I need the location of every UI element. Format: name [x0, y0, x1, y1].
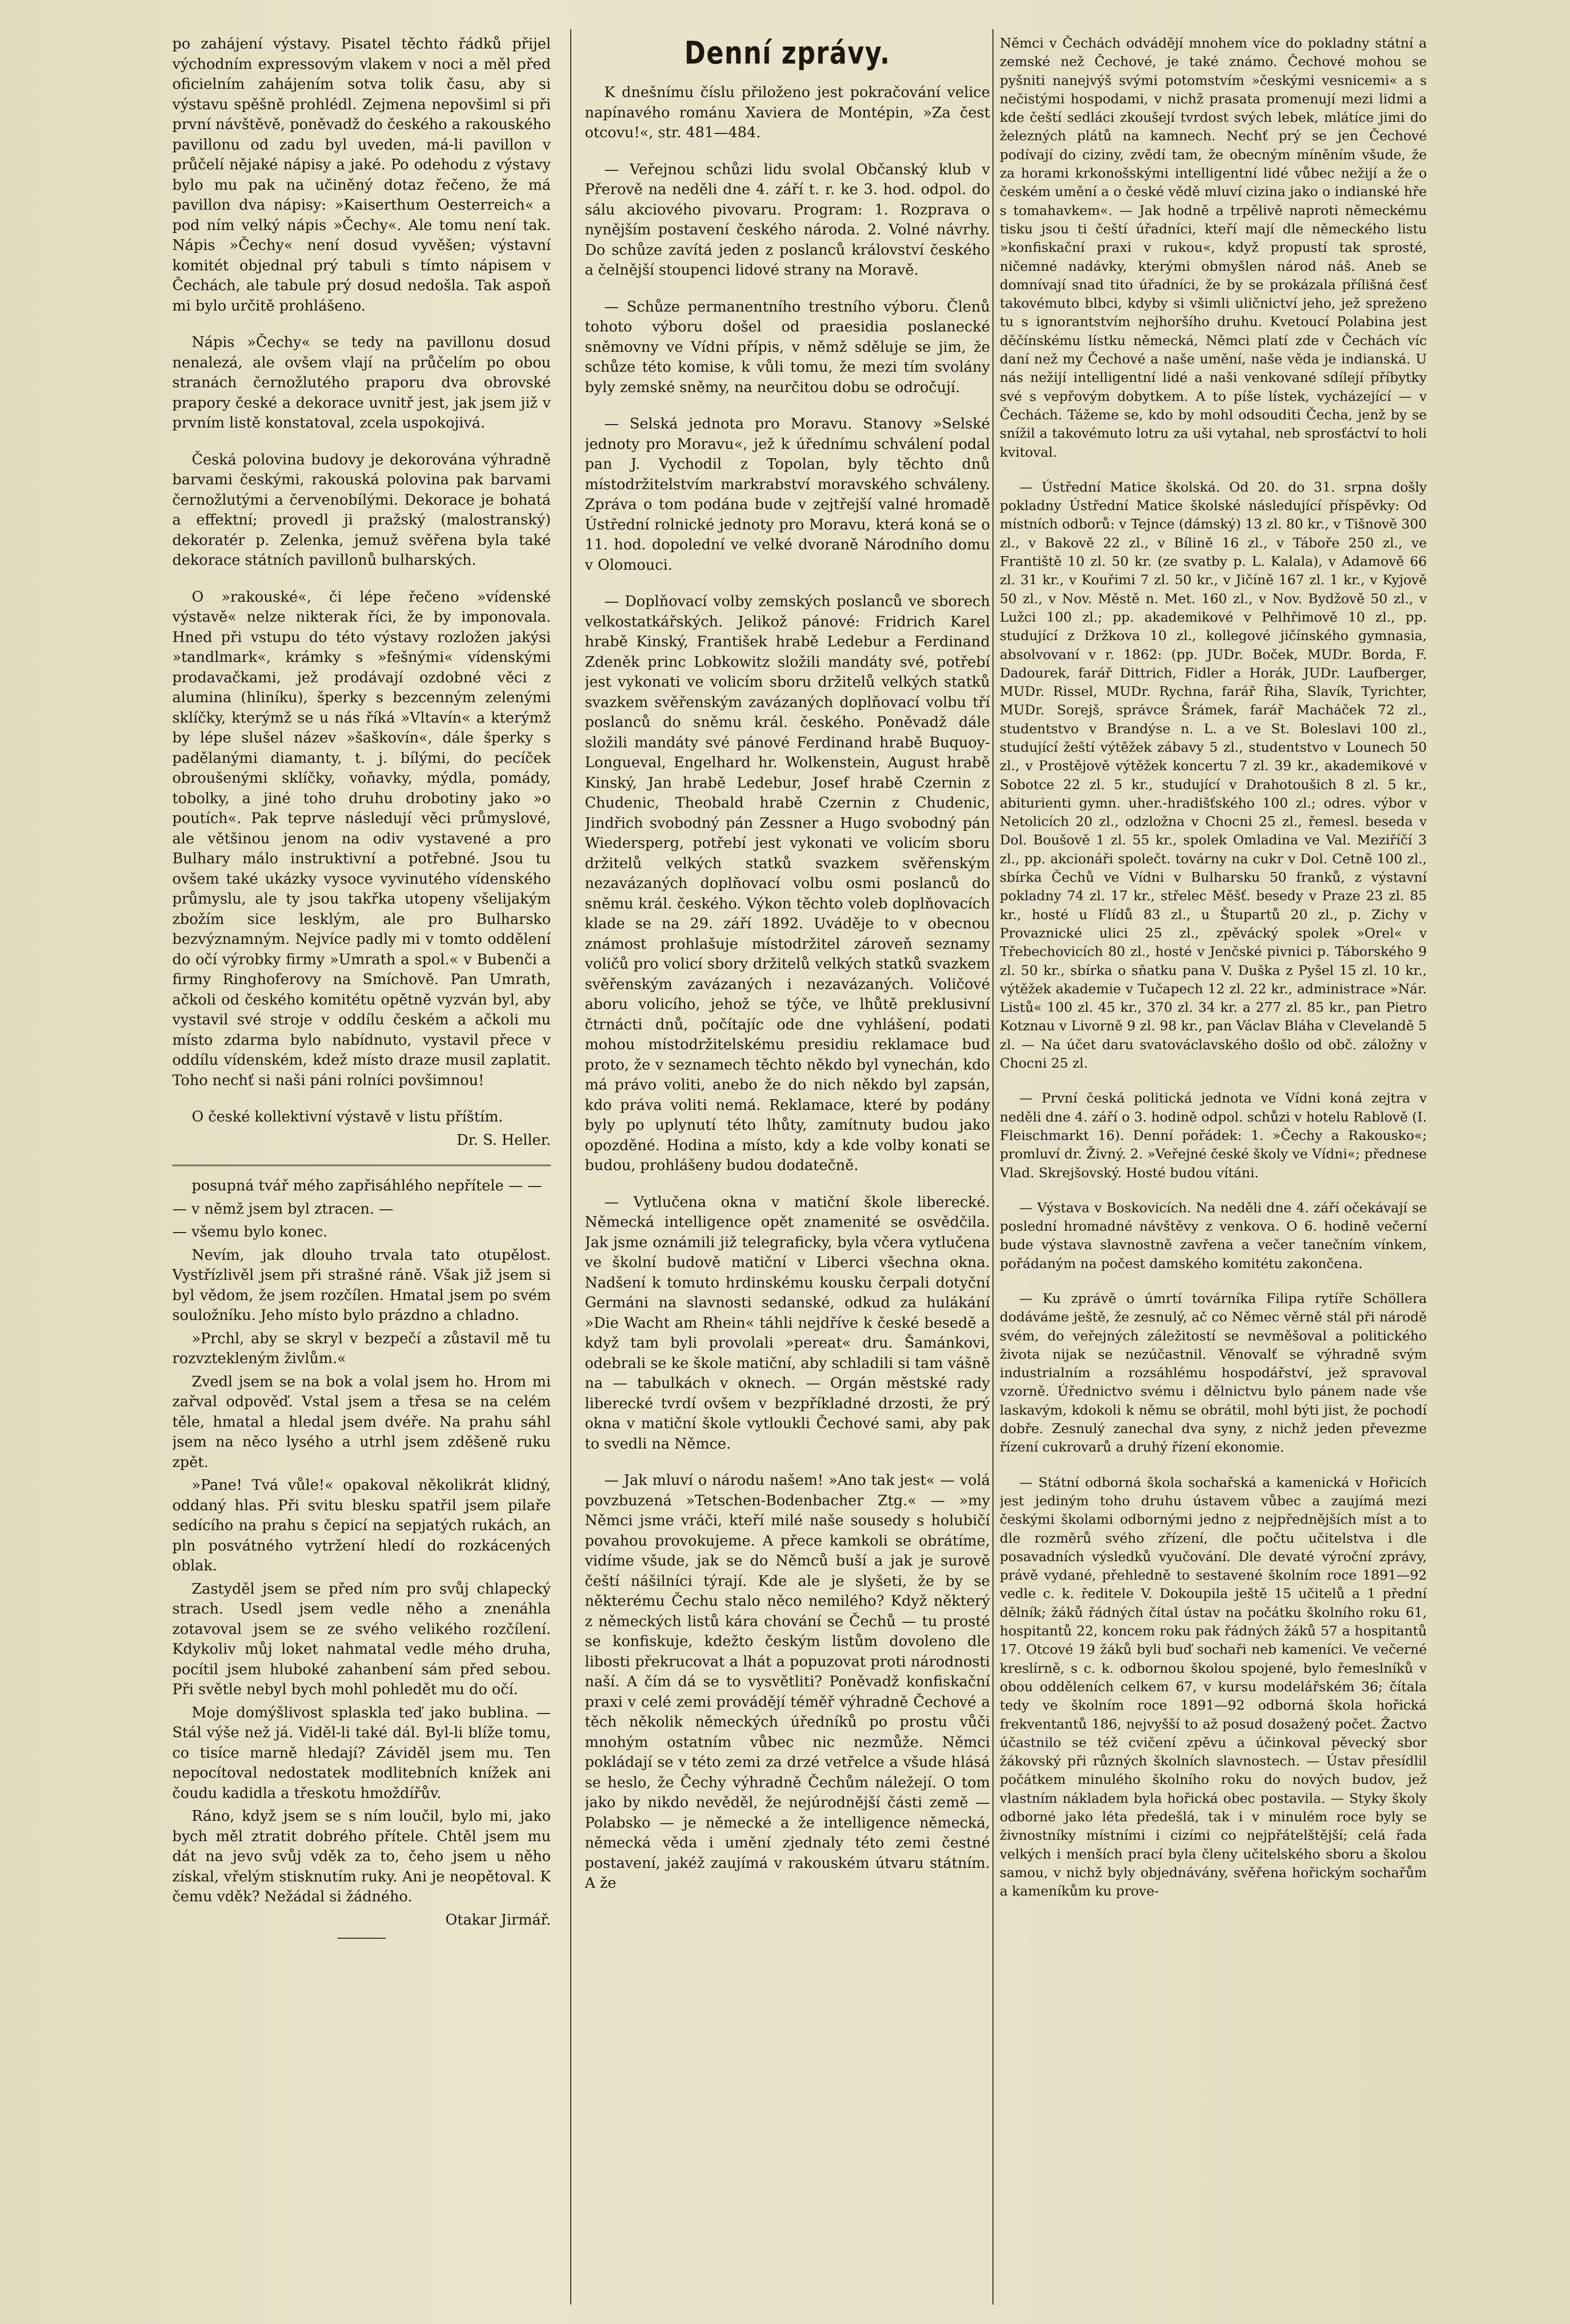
story-paragraph: Nevím, jak dlouho trvala tato otupělost. Vystřízlivěl jsem při strašné ráně. Však již jsem si byl vědom, že jsem rozčílen. Hmatal jsem po svém souložníku. Jeho místo bylo prázdno a chladno.	[172, 1246, 551, 1324]
news-item: — Vytlučena okna v matiční škole liberecké. Německá intelligence opět znamenité se osvědčila. Jak jsme oznámili již telegraficky, byla včera vytlučena ve školní budově matiční v Liberci všechna okna. Nadšení k tomuto hrdinskému kousku čerpali dotyční Germáni na slavnosti sedanské, odkud za hulákání »Die Wacht am Rhein« táhli nejdříve k české besedě a když tam byli provolali »pereat« dru. Šamánkovi, odebrali se ke škole matiční, aby schladili si tam vášně na — tabulkách v oknech. — Orgán městské rady liberecké tvrdí ovšem v bezpříkladné drzosti, že prý okna v matiční škole vytloukli Čechové sami, aby pak to svedli na Němce.	[585, 1193, 990, 1452]
story-paragraph: Zvedl jsem se na bok a volal jsem ho. Hrom mi zařval odpověď. Vstal jsem a třesa se na celém těle, hmatal a hledal jsem dvéře. Na prahu sáhl jsem na něco lysého a utrhl jsem zděšeně ruku zpět.	[172, 1373, 551, 1471]
news-item: Němci v Čechách odvádějí mnohem více do pokladny státní a zemské než Čechové, je také známo. Čechové mohou se pyšniti nanejvýš svými potomstvím »českými vesnicemi« a s nečistými hospodami, v nichž prasata promenují mezi lidmi a kde čeští sedláci zkoušejí tvrdost svých lebek, mlátíce jimi do železných plátů na kamnech. Nechť prý se jen Čechové podívají do ciziny, zvědí tam, že obecným míněním všude, že za horami krkonošskými intelligentní lidé vůbec nežijí a že o českém umění a o české vědě mluví cizina jako o indianské hře s tomahavkem«. — Jak hodně a trpělivě naproti německému tisku jsou ti čeští úřadníci, kteří mají dle německého listu »konfiskační praxi v rukou«, když propustí tak sprosté, ničemné nadávky, kterými obmyšlen národ náš. Aneb se domnívají snad tito úřadníci, že by se prokázala přílišná česť takovémuto blbci, kdyby si všimli uličnictví jeho, jež spreženo tu s ignorantstvím nejhoršího druhu. Kvetoucí Polabina jest děčínskému lístku německá, Němci platí zde v Čechách víc daní než my Čechové a naše umění, naše věda je indianská. U nás nežijí intelligentní lidé a naši venkované sdílejí příbytky své s vepřovým dobytkem. A to píše lístek, vycházející — v Čechách. Tážeme se, kdo by mohl odsouditi Čecha, jenž by se snížil a takovémuto lotru za uši vytahal, neb sprosťáctví to holi kvitoval.	[1000, 35, 1427, 460]
news-item: — Schůze permanentního trestního výboru. Členů tohoto výboru došel od praesidia poslanecké sněmovny ve Vídni přípis, v němž sděluje se jim, že schůze této komise, k vůli tomu, že mezi tím svolány byly zemské sněmy, na neurčitou dobu se odročují.	[585, 298, 990, 396]
exhibition-report-paragraph: po zahájení výstavy. Pisatel těchto řádků přijel východním expressovým vlakem v noci a měl před oficielním zahájením sotva tolik času, aby si výstavu spěšně prohlédl. Zejmena nepovšiml si při první návštěvě, poněvadž do českého a rakouského pavillonu od zadu byl uveden, má-li pavillon v průčelí nějaké nápisy a jaké. Po odehodu z výstavy bylo mu pak na učiněný dotaz řečeno, že má pavillon dva nápisy: »Kaiserthum Oesterreich« a pod ním velký nápis »Čechy«. Ale tomu není tak. Nápis »Čechy« není dosud vyvěšen; výstavní komitét objednal prý tabuli s tímto nápisem v Čechách, ale tabule prý dosud nedošla. Tak aspoň mi bylo určitě prohlášeno.	[172, 35, 551, 314]
exhibition-report-paragraph: Česká polovina budovy je dekorována výhradně barvami českými, rakouská polovina pak barvami černožlutými a červenobílými. Dekorace je bohatá a effektní; provedl ji pražský (malostranský) dekoratér p. Zelenka, jemuž svěřena byla také dekorace státních pavillonů bulharských.	[172, 451, 551, 569]
column-rule-left	[570, 29, 571, 2305]
story-paragraph: Zastyděl jsem se před ním pro svůj chlapecký strach. Usedl jsem vedle něho a znenáhla zotavoval jsem se ze svého velikého rozčílení. Kdykoliv můj loket nahmatal vedle mého druha, pocítil jsem hluboké zahanbení sám před sebou. Při světle nebyl bych mohl pohledět mu do očí.	[172, 1580, 551, 1698]
column-rule-right	[992, 29, 993, 2305]
story-signature: Otakar Jirmář.	[445, 1911, 551, 1928]
feuilleton-separator	[172, 1165, 551, 1166]
exhibition-report-paragraph: O »rakouské«, či lépe řečeno »vídenské výstavě« nelze nikterak říci, že by imponovala. Hned při vstupu do této výstavy rozložen jakýsi »tandlmark«, krámky s »fešnými« vídenskými prodavačkami, jež prodávají ozdobné věci z alumina (hliníku), šperky s bezcenným zelenými sklíčky, kterýmž se u nás říká »Vltavín« a kterýmž by lépe slušel název »šaškovín«, dále šperky s padělanými diamanty, t. j. bílými, do pecíček obroušenými sklíčky, voňavky, mýdla, pomády, tobolky, a jiné toho druhu drobotiny jako »o poutích«. Pak teprve následují věci průmyslové, ale většinou jenom na odiv vystavené a pro Bulhary málo instruktivní a potřebné. Jsou tu ovšem také ukázky vysoce vyvinutého vídenského průmyslu, ale ty jsou takřka utopeny všelijakým zbožím sice lesklým, ale pro Bulharsko bezvýznamným. Nejvíce padly mi v tomto oddělení do očí výrobky firmy »Umrath a spol.« v Bubenči a firmy Ringhoferovy na Smíchově. Pan Umrath, ačkoli od českého komitétu opětně vyzván byl, aby vystavil své stroje v oddílu českém a ačkoli mu místo zdarma bylo nabídnuto, vystavil přece v oddílu vídenském, kdež místo draze musil zaplatit. Toho nechť si naši páni rolníci povšimnou!	[172, 588, 551, 1089]
news-item: — Výstava v Boskovicích. Na neděli dne 4. září očekávají se poslední hromadné návštěvy z venkova. O 6. hodině večerní bude výstava slavnostně zavřena a večer tanečním vínkem, pořádaným na počest damského komitétu zakončena.	[1000, 1200, 1427, 1271]
column-left	[172, 34, 551, 2295]
story-paragraph: »Pane! Tvá vůle!« opakoval několikrát klidný, oddaný hlas. Při svitu blesku spatřil jsem pilaře sedícího na prahu s čepicí na sepjatých rukách, an pln posvátného vytržení hledí do rozkácených oblak.	[172, 1477, 551, 1574]
end-rule	[337, 1938, 386, 1939]
story-paragraph: Ráno, když jsem se s ním loučil, bylo mi, jako bych měl ztratit dobrého přítele. Chtěl jsem mu dát na jevo svůj vděk za to, čeho jsem u něho získal, vřelým stisknutím ruky. Ani je neopětoval. K čemu vděk? Nežádal si žádného.	[172, 1808, 551, 1905]
news-item: — Ku zprávě o úmrtí továrníka Filipa rytíře Schöllera dodáváme ještě, že zesnulý, ač co Němec věrně stál při národě svém, do veřejných záležitostí se nevměšoval a politického života nijak se nezúčastnil. Věnovalť se výhradně svým industrialním a rozsáhlému hospodářství, jež spravoval vzorně. Úřednictvo svému i dělnictvu bylo pánem nade vše laskavým, kdokoli k němu se obrátil, mohl býti jist, že pochodí dobře. Zesnulý zanechal dva syny, z nichž jeden převezme řízení cukrovarů a druhý řízení ekonomie.	[1000, 1291, 1427, 1455]
news-item: — Státní odborná škola sochařská a kamenická v Hořicích jest jediným toho druhu ústavem vůbec a zaujímá mezi českými školami odbornými jedno z nejpřednějších míst a to dle rozměrů svého zřízení, dle počtu učitelstva i dle posavadních výsledků vyučování. Dle devaté výroční zprávy, právě vydané, přehledně to sestavené školním roce 1891—92 vedle c. k. ředitele V. Dokoupila ještě 15 učitelů a 1 přední dělník; žáků řádných čítal ústav na počátku školního roku 61, hospitantů 22, koncem roku pak řádných žáků 57 a hospitantů 17. Otcové 19 žáků byli buď sochaři neb kameníci. Ve večerné kreslírně, s c. k. odbornou školou spojené, bylo řemeslníků v obou odděleních celkem 67, v kursu modelářském 36; čítala tedy ve školním roce 1891—92 odborná škola hořická frekventantů 186, nejvyšší to až posud dosažený počet. Žactvo účastnilo se též cvičení zpěvu a účinkoval pěvecký sbor žákovský při různých školních slavnostech. — Ústav přesídlil počátkem minulého školního roku do nových budov, jež vlastním nákladem byla hořická obec postavila. — Styky školy odborné jako léta předešlá, tak i v minulém roce byly se živnostníky místními i cizími co nejpřátelštější; celá řada velkých i menších prací byla členy učitelského sboru a školou samou, v nichž byly objednávány, svěřena hořickým sochařům a kameníkům ku prove-	[1000, 1474, 1427, 1899]
exhibition-report-paragraph: Nápis »Čechy« se tedy na pavillonu dosud nenalezá, ale ovšem vlají na průčelím po obou stranách černožlutého praporu dva obrovské prapory české a dekorace uvnitř jest, jak jsem již v prvním listě konstatoval, zcela uspokojivá.	[172, 334, 551, 431]
story-paragraph: Moje domýšlivost splaskla teď jako bublina. — Stál výše než já. Viděl-li také dál. Byl-li blíže tomu, co tisíce marně hledají? Záviděl jsem mu. Ten nepocítoval nedostatek modlitebních knížek ani čoudu kadidla a třeskotu hmoždířův.	[172, 1704, 551, 1802]
news-item: — Veřejnou schůzi lidu svolal Občanský klub v Přerově na neděli dne 4. září t. r. ke 3. hod. odpol. do sálu akciového pivovaru. Program: 1. Rozprava o nynějším postavení českého národa. 2. Volné návrhy. Do schůze zavítá jeden z poslanců království českého a čelnější stoupenci lidové strany na Moravě.	[585, 161, 990, 279]
news-item: K dnešnímu číslu přiloženo jest pokračování velice napínavého románu Xaviera de Montépin, »Za čest otcovu!«, str. 481—484.	[585, 84, 990, 141]
story-paragraph: — v němž jsem byl ztracen. —	[172, 1200, 394, 1218]
exhibition-report-paragraph: O české kollektivní výstavě v listu příštím.	[192, 1108, 503, 1125]
news-item: — První česká politická jednota ve Vídni koná zejtra v neděli dne 4. září o 3. hodině odpol. schůzi v hotelu Rablově (I. Fleischmarkt 16). Denní pořádek: 1. »Čechy a Rakousko«; promluví dr. Živný. 2. »Veřejné české školy ve Vídni«; přednese Vlad. Skrejšovský. Hosté budou vítáni.	[1000, 1090, 1427, 1181]
column-right	[1000, 34, 1427, 2295]
news-item: — Selská jednota pro Moravu. Stanovy »Selské jednoty pro Moravu«, jež k úřednímu schválení podal pan J. Vychodil z Topolan, byly těchto dnů místodržitelstvím markrabství moravského schváleny. Zpráva o tom podána bude v zejtřejší valné hromadě Ústřední rolnické jednoty pro Moravu, která koná se o 11. hod. dopolední ve velké dvoraně Národního domu v Olomouci.	[585, 415, 990, 574]
story-paragraph: »Prchl, aby se skryl v bezpečí a zůstavil mě tu rozvztekleným živlům.«	[172, 1330, 551, 1367]
column-middle	[585, 34, 990, 2295]
news-item: — Jak mluví o národu našem! »Ano tak jest« — volá povzbuzená »Tetschen-Bodenbacher Ztg.« — »my Němci jsme vráči, kteří milé naše sousedy s holubičí povahou provokujeme. A přece kamkoli se obrátíme, vidíme všude, jak se do Němců buší a jak je surově čeští nášilníci týrají. Kde ale je slyšeti, že by se některému Čechu stalo něco nemilého? Když některý z německých listů kára chování se Čechů — tu prosté se konfiskuje, kdežto českým listům dovoleno dle libosti překrucovat a lhát a popuzovat proti národnosti naší. A čím dá se to vysvětliti? Poněvadž konfiskační praxi v celé zemi provádějí téměř výhradně Čechové a těch několik německých úředníků po prostu vůči mnohým ostatním vůbec nic nezmůže. Němci pokládají se v této zemi za drzé vetřelce a všude hlásá se heslo, že Čechy výhradně Čechům náležejí. O tom jako by nikdo nevěděl, že nejúrodnější části země — Polabsko — je německé a že intelligence německá, německá věda i umění zjednaly této zemi čestné postavení, jakéž zaujímá v rakouském útvaru státním. A že	[585, 1472, 990, 1892]
section-heading: Denní zprávy.	[684, 35, 891, 71]
news-item: — Ústřední Matice školská. Od 20. do 31. srpna došly pokladny Ústřední Matice školské následující příspěvky: Od místních odborů: v Tejnce (dámský) 13 zl. 80 kr., v Tišnově 300 zl., v Bakově 22 zl., v Bílině 16 zl., v Táboře 250 zl., ve Františtě 10 zl. 50 kr. (ze svatby p. L. Kalala), v Adamově 66 zl. 31 kr., v Kouřimi 7 zl. 50 kr., v Jičíně 167 zl. 1 kr., v Kyjově 50 zl., v Nov. Městě n. Met. 160 zl., v Nov. Bydžově 50 zl., v Lužci 100 zl.; pp. akademikové v Pelhřimově 10 zl., pp. studující z Držkova 10 zl., kollegové jičínského gymnasia, absolvovaní v r. 1862: (pp. JUDr. Boček, MUDr. Borda, F. Dadourek, farář Dittrich, Fidler a Horák, JUDr. Laufberger, MUDr. Rissel, MUDr. Rychna, farář Řiha, Slavík, Tyrichter, MUDr. Sorejš, správce Šrámek, farář Macháček 72 zl., studentstvo v Brandýse n. L. a ve St. Boleslavi 100 zl., studující žeští výtěžek zábavy 5 zl., studentstvo v Lounech 50 zl., v Prostějově výtěžek koncertu 7 zl. 39 kr., akademikové v Sobotce 22 zl. 5 kr., studující v Drahotoušich 8 zl. 5 kr., abiturienti gymn. uher.-hradišťského 100 zl.; odres. výbor v Netolicích 20 zl., odzložna v Chocni 25 zl., řemesl. beseda v Dol. Boušově 1 zl. 55 kr., spolek Omladina ve Val. Meziříčí 3 zl., pp. akcionáři společt. továrny na cukr v Dol. Cetně 100 zl., sbírka Čechů ve Vídni v Bulharsku 50 franků, z výstavní pokladny 74 zl. 17 kr., střelec Měšť. besedy v Praze 23 zl. 85 kr., hosté u Flídů 83 zl., u Štupartů 20 zl., p. Zichy v Provaznické ulici 25 zl., zpěvácký spolek »Orel« v Třebechovicích 80 zl., hosté v Jenčské pivnici p. Táborského 9 zl. 50 kr., sbírka o sňatku pana V. Duška z Pyšel 15 zl. 10 kr., výtěžek akademie v Tučapech 12 zl. 22 kr., administrace »Nár. Listů« 100 zl. 45 kr., 370 zl. 34 kr. a 277 zl. 85 kr., pan Pietro Kotznau v Livorně 9 zl. 98 kr., pan Václav Bláha v Clevelandě 5 zl. — Na účet daru svatováclavského došlo od obč. záložny v Chocni 25 zl.	[1000, 479, 1427, 1071]
report-signature: Dr. S. Heller.	[456, 1131, 551, 1149]
story-paragraph: posupná tvář mého zapřisáhlého nepřítele — —	[192, 1177, 542, 1194]
story-paragraph: — všemu bylo konec.	[172, 1223, 328, 1240]
news-item: — Doplňovací volby zemských poslanců ve sborech velkostatkářských. Jelikož pánové: Fridrich Karel hrabě Kinský, František hrabě Ledebur a Ferdinand Zdeněk princ Lobkowitz složili mandáty své, potřebí jest vykonati ve volicím sboru držitelů velkých statků svazkem svěřenským zavázaných doplňovací volbu tří poslanců do sněmu král. českého. Poněvadž dále složili mandáty své pánové Ferdinand hrabě Buquoy-Longueval, Engelhard hr. Wolkenstein, August hrabě Kinský, Jan hrabě Ledebur, Josef hrabě Czernin z Chudenic, Theobald hrabě Czernin z Chudenic, Jindřich svobodný pán Zessner a Hugo svobodný pán Wiedersperg, potřebí jest vykonati ve volicím sboru držitelů velkých statků svazkem svěřenským nezavázaných doplňovací volbu osmi poslanců do sněmu král. českého. Výkon těchto voleb doplňovacích klade se na 29. září 1892. Uváděje to v obecnou známost prohlašuje místodržitel zároveň seznamy voličů pro volicí sbory držitelů velkých statků svazkem svěřenským zavázaných i nezavázaných. Voličové aboru volicího, jehož se týče, ve lhůtě preklusivní čtrnácti dnů, počítajíc ode dne vyhlášení, podati mohou místodržitelskému presidiu reklamace buď proto, že v seznamech těchto někdo byl vynechán, kdo má právo voliti, anebo že do nich někdo byl zapsán, kdo práva voliti nemá. Reklamace, které by podány byly po uplynutí této lhůty, zamítnuty budou jako opozděné. Hodina a místo, kdy a kde volby konati se budou, prohlášeny budou dodatečně.	[585, 593, 990, 1174]
